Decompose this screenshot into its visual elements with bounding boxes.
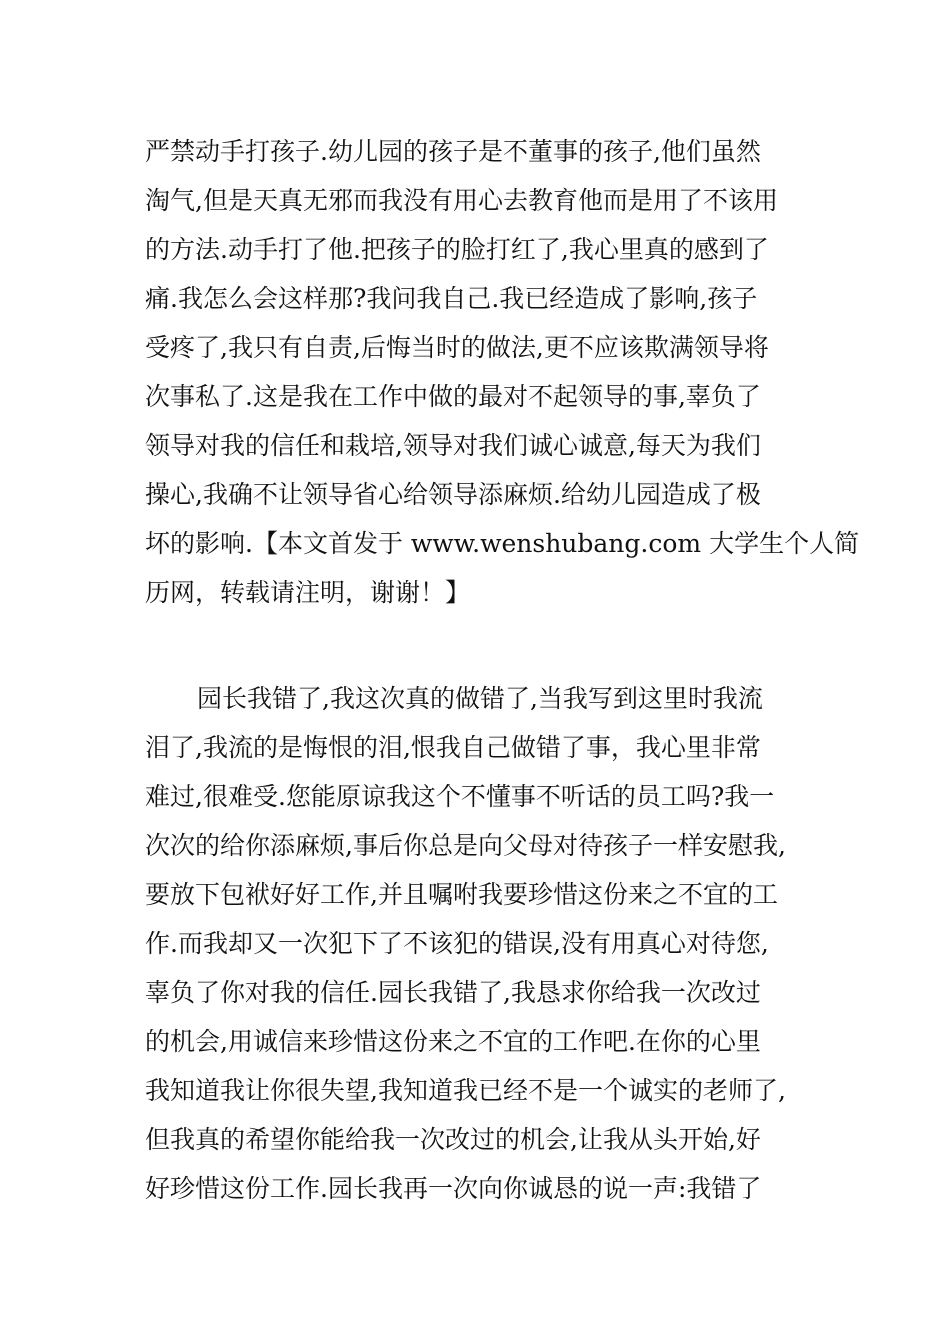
paragraph-line: 坏的影响.【本文首发于 www.wenshubang.com 大学生个人简: [145, 529, 860, 558]
paragraph-line: 要放下包袱好好工作,并且嘱咐我要珍惜这份来之不宜的工: [145, 880, 778, 909]
paragraph-line: 但我真的希望你能给我一次改过的机会,让我从头开始,好: [145, 1125, 761, 1154]
paragraph-2: [145, 674, 825, 1213]
paragraph-1: [145, 127, 860, 617]
paragraph-line: 受疼了,我只有自责,后悔当时的做法,更不应该欺满领导将: [145, 333, 769, 362]
paragraph-line: 好珍惜这份工作.园长我再一次向你诚恳的说一声:我错了: [145, 1174, 762, 1203]
paragraph-line: 难过,很难受.您能原谅我这个不懂事不听话的员工吗?我一: [145, 782, 775, 811]
paragraph-line: 我知道我让你很失望,我知道我已经不是一个诚实的老师了,: [145, 1076, 786, 1105]
paragraph-line: 作.而我却又一次犯下了不该犯的错误,没有用真心对待您,: [145, 929, 769, 958]
paragraph-line: 痛.我怎么会这样那?我问我自己.我已经造成了影响,孩子: [145, 284, 758, 313]
paragraph-line: 严禁动手打孩子.幼儿园的孩子是不董事的孩子,他们虽然: [145, 137, 761, 166]
paragraph-line: 领导对我的信任和栽培,领导对我们诚心诚意,每天为我们: [145, 431, 761, 460]
paragraph-line: 辜负了你对我的信任.园长我错了,我恳求你给我一次改过: [145, 978, 761, 1007]
paragraph-line: 次次的给你添麻烦,事后你总是向父母对待孩子一样安慰我,: [145, 831, 786, 860]
paragraph-line: 次事私了.这是我在工作中做的最对不起领导的事,辜负了: [145, 382, 761, 411]
paragraph-line: 淘气,但是天真无邪而我没有用心去教育他而是用了不该用: [145, 186, 778, 215]
paragraph-line: 园长我错了,我这次真的做错了,当我写到这里时我流: [197, 684, 763, 713]
paragraph-line: 泪了,我流的是悔恨的泪,恨我自己做错了事，我心里非常: [145, 733, 761, 762]
paragraph-line: 的方法.动手打了他.把孩子的脸打红了,我心里真的感到了: [145, 235, 769, 264]
paragraph-line: 操心,我确不让领导省心给领导添麻烦.给幼儿园造成了极: [145, 480, 761, 509]
paragraph-line: 历网，转载请注明，谢谢！】: [145, 578, 471, 607]
paragraph-line: 的机会,用诚信来珍惜这份来之不宜的工作吧.在你的心里: [145, 1027, 761, 1056]
